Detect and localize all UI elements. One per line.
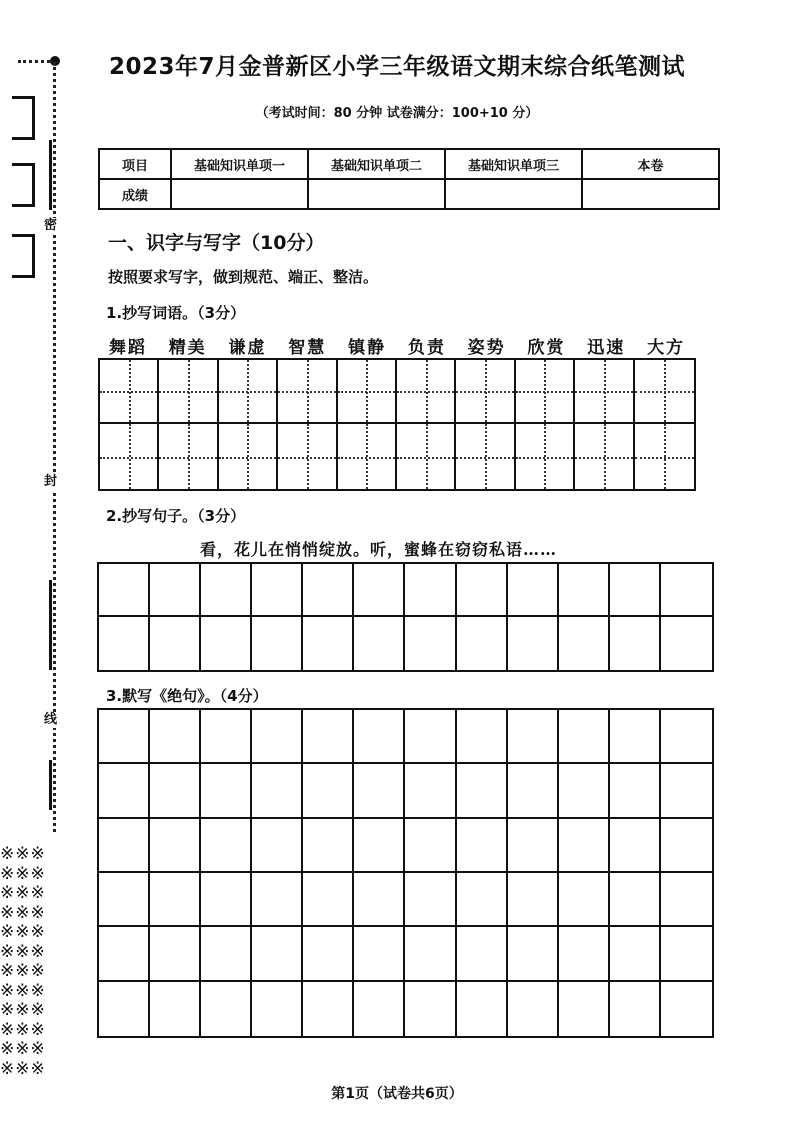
grid-cell[interactable] [252, 710, 303, 764]
word: 智慧 [288, 338, 327, 358]
grid-cell[interactable] [559, 819, 610, 873]
grid-cell[interactable] [252, 873, 303, 927]
grid-cell[interactable] [201, 982, 252, 1036]
grid-cell[interactable] [99, 927, 150, 981]
tianzi-grid-row-1[interactable] [98, 358, 696, 424]
grid-cell[interactable] [559, 982, 610, 1036]
score-row-header-item: 项目 [99, 149, 171, 179]
grid-cell[interactable] [150, 927, 201, 981]
grid-cell[interactable] [508, 617, 559, 670]
grid-cell[interactable] [457, 982, 508, 1036]
score-row-header-score: 成绩 [99, 179, 171, 209]
grid-cell[interactable] [559, 564, 610, 617]
score-cell[interactable] [445, 179, 582, 209]
binding-bar [49, 580, 52, 670]
grid-cell[interactable] [457, 617, 508, 670]
page-footer: 第1页（试卷共6页） [331, 1086, 463, 1102]
score-col-3: 基础知识单项三 [445, 149, 582, 179]
grid-cell[interactable] [559, 710, 610, 764]
margin-pattern: ※※※ ※※※ ※※※ ※※※ ※※※ ※※※ ※※※ ※※※ ※※※ ※※※ ※※※ ※※※ [0, 845, 46, 1079]
grid-cell[interactable] [610, 873, 661, 927]
grid-cell[interactable] [610, 927, 661, 981]
grid-cell[interactable] [508, 710, 559, 764]
grid-cell[interactable] [99, 617, 150, 670]
grid-cell[interactable] [354, 819, 405, 873]
writing-grid-poem[interactable] [97, 708, 714, 1038]
grid-cell[interactable] [559, 617, 610, 670]
grid-cell[interactable] [661, 617, 712, 670]
grid-cell[interactable] [661, 927, 712, 981]
question-2-label: 2.抄写句子。（3分） [106, 507, 246, 525]
score-cell[interactable] [582, 179, 719, 209]
grid-cell[interactable] [559, 764, 610, 818]
score-col-2: 基础知识单项二 [308, 149, 445, 179]
grid-cell[interactable] [150, 873, 201, 927]
grid-cell[interactable] [303, 927, 354, 981]
grid-cell[interactable] [405, 564, 456, 617]
grid-cell[interactable] [354, 982, 405, 1036]
grid-cell[interactable] [99, 982, 150, 1036]
word: 大方 [647, 338, 686, 358]
grid-cell[interactable] [610, 819, 661, 873]
word: 欣赏 [527, 338, 566, 358]
tianzi-grid-row-2[interactable] [98, 424, 696, 491]
grid-cell[interactable] [354, 927, 405, 981]
word: 谦虚 [228, 338, 267, 358]
grid-cell[interactable] [252, 982, 303, 1036]
grid-cell[interactable] [405, 764, 456, 818]
grid-cell[interactable] [303, 873, 354, 927]
writing-grid-sentence[interactable] [97, 562, 714, 672]
grid-cell[interactable] [252, 564, 303, 617]
grid-cell[interactable] [150, 764, 201, 818]
grid-cell[interactable] [201, 764, 252, 818]
grid-cell[interactable] [457, 564, 508, 617]
grid-cell[interactable] [303, 819, 354, 873]
binding-bar [49, 140, 52, 210]
grid-cell[interactable] [661, 982, 712, 1036]
grid-cell[interactable] [201, 710, 252, 764]
grid-cell[interactable] [150, 710, 201, 764]
section-heading: 一、识字与写字（10分） [108, 232, 325, 254]
word-list [98, 333, 696, 358]
grid-cell[interactable] [508, 819, 559, 873]
grid-cell[interactable] [457, 873, 508, 927]
binding-bar [49, 760, 52, 810]
binding-bracket-3 [12, 234, 35, 278]
score-col-1: 基础知识单项一 [171, 149, 308, 179]
grid-cell[interactable] [201, 617, 252, 670]
grid-cell[interactable] [150, 982, 201, 1036]
grid-cell[interactable] [405, 873, 456, 927]
question-3-label: 3.默写《绝句》。（4分） [106, 687, 268, 705]
grid-cell[interactable] [303, 617, 354, 670]
grid-cell[interactable] [99, 710, 150, 764]
grid-cell[interactable] [610, 764, 661, 818]
word: 迅速 [587, 338, 626, 358]
grid-cell[interactable] [201, 927, 252, 981]
grid-cell[interactable] [508, 564, 559, 617]
grid-cell[interactable] [354, 564, 405, 617]
grid-cell[interactable] [99, 564, 150, 617]
seal-char-mi: 密 [44, 218, 58, 233]
grid-cell[interactable] [99, 819, 150, 873]
grid-cell[interactable] [201, 564, 252, 617]
grid-cell[interactable] [354, 764, 405, 818]
grid-cell[interactable] [559, 873, 610, 927]
grid-cell[interactable] [405, 617, 456, 670]
grid-cell[interactable] [559, 927, 610, 981]
grid-cell[interactable] [661, 564, 712, 617]
exam-subtitle: （考试时间：80 分钟 试卷满分：100+10 分） [255, 106, 539, 121]
grid-cell[interactable] [508, 927, 559, 981]
word: 负责 [407, 338, 446, 358]
grid-cell[interactable] [405, 927, 456, 981]
word: 精美 [168, 338, 207, 358]
grid-cell[interactable] [150, 617, 201, 670]
grid-cell[interactable] [508, 764, 559, 818]
grid-cell[interactable] [354, 710, 405, 764]
seal-char-feng: 封 [44, 474, 58, 489]
exam-title: 2023年7月金普新区小学三年级语文期末综合纸笔测试 [108, 54, 686, 80]
grid-cell[interactable] [252, 764, 303, 818]
grid-cell[interactable] [303, 564, 354, 617]
grid-cell[interactable] [201, 819, 252, 873]
grid-cell[interactable] [354, 617, 405, 670]
grid-cell[interactable] [661, 873, 712, 927]
grid-cell[interactable] [252, 819, 303, 873]
grid-cell[interactable] [354, 873, 405, 927]
grid-cell[interactable] [303, 764, 354, 818]
word: 镇静 [348, 338, 387, 358]
score-cell[interactable] [171, 179, 308, 209]
grid-cell[interactable] [150, 819, 201, 873]
section-instruction: 按照要求写字，做到规范、端正、整洁。 [108, 268, 379, 286]
grid-cell[interactable] [457, 927, 508, 981]
copy-sentence: 看，花儿在悄悄绽放。听，蜜蜂在窃窃私语…… [200, 540, 558, 559]
grid-cell[interactable] [99, 764, 150, 818]
grid-cell[interactable] [508, 982, 559, 1036]
grid-cell[interactable] [252, 927, 303, 981]
grid-cell[interactable] [610, 564, 661, 617]
grid-cell[interactable] [508, 873, 559, 927]
word: 舞蹈 [108, 338, 147, 358]
grid-cell[interactable] [661, 710, 712, 764]
seal-char-xian: 线 [44, 712, 58, 727]
grid-cell[interactable] [610, 982, 661, 1036]
score-col-4: 本卷 [582, 149, 719, 179]
score-table [98, 148, 720, 210]
grid-cell[interactable] [99, 873, 150, 927]
grid-cell[interactable] [610, 710, 661, 764]
grid-cell[interactable] [457, 819, 508, 873]
grid-cell[interactable] [405, 710, 456, 764]
grid-cell[interactable] [405, 982, 456, 1036]
binding-bracket-2 [12, 163, 35, 207]
word: 姿势 [467, 338, 506, 358]
grid-cell[interactable] [661, 764, 712, 818]
grid-cell[interactable] [405, 819, 456, 873]
grid-cell[interactable] [457, 710, 508, 764]
grid-cell[interactable] [303, 710, 354, 764]
grid-cell[interactable] [457, 764, 508, 818]
grid-cell[interactable] [252, 617, 303, 670]
grid-cell[interactable] [150, 564, 201, 617]
grid-cell[interactable] [303, 982, 354, 1036]
score-cell[interactable] [308, 179, 445, 209]
question-1-label: 1.抄写词语。（3分） [106, 304, 246, 322]
grid-cell[interactable] [201, 873, 252, 927]
grid-cell[interactable] [610, 617, 661, 670]
grid-cell[interactable] [661, 819, 712, 873]
